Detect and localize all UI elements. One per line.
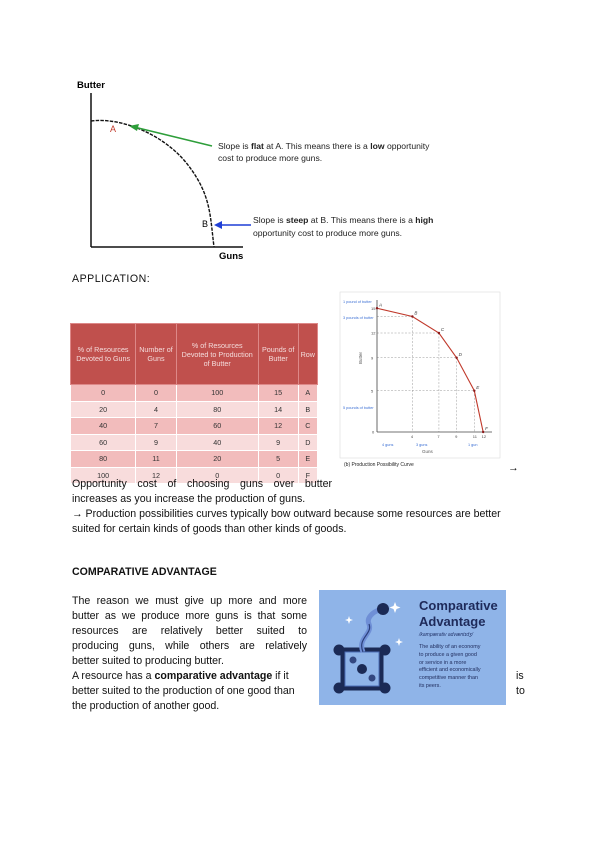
ppc-point-label: D (458, 351, 462, 357)
note-b-line2: opportunity cost to produce more guns. (253, 228, 403, 238)
ca-line: resources are relatively better suited to (72, 625, 307, 637)
ppc-y-axis-label: Butter (358, 351, 363, 364)
ppc-y-tick: 15 (371, 305, 376, 311)
ca-card-body-line: The ability of an economy (419, 644, 481, 650)
ca-card-body-line: its peers. (419, 682, 441, 689)
comparative-advantage-card (319, 590, 506, 705)
table-cell: 0 (258, 467, 298, 484)
ca-card-body (419, 644, 481, 691)
ppc-note: 3 pounds of butter (343, 316, 374, 320)
apple-icon (334, 645, 345, 656)
table-cell: 20 (176, 451, 258, 468)
ca-def-bold: comparative advantage (154, 670, 273, 682)
ca-line: producing guns, while others are relatively (72, 640, 307, 652)
apple-icon (334, 683, 345, 694)
ca-def-pre: A resource has a (72, 670, 155, 682)
ca-illustration (329, 598, 411, 698)
table-row (71, 418, 318, 435)
ppc-y-tick: 12 (371, 330, 376, 336)
ppc-note: 5 pounds of butter (343, 406, 374, 410)
apple-icon (380, 645, 391, 656)
table-cell: E (298, 451, 317, 468)
table-cell: 20 (71, 401, 136, 418)
table-cell: 40 (176, 434, 258, 451)
apple-icon (350, 657, 357, 664)
para1-line1: Opportunity cost of choosing guns over butter (72, 478, 332, 490)
ppc-x-tick: 11 (472, 434, 477, 439)
comparative-heading: COMPARATIVE ADVANTAGE (72, 566, 217, 578)
table-cell: 9 (136, 434, 176, 451)
table-cell: F (298, 467, 317, 484)
col-header: Pounds of Butter (258, 324, 298, 385)
ppc-note: 4 guns (382, 443, 394, 447)
ca-card-body-line: competitive manner than (419, 675, 479, 682)
para2-line1: → Production possibilities curves typically bow outward because some resources are better (72, 508, 501, 520)
para1-line2: increases as you increase the production of guns. (72, 493, 306, 505)
table-cell: 60 (176, 418, 258, 435)
ribbon-icon (362, 610, 379, 652)
ppc-point (482, 431, 484, 433)
note-b-line1: Slope is steep at B. This means there is a high (253, 215, 434, 225)
ppc-point (455, 357, 457, 359)
ca-card-title-2: Advantage (419, 614, 486, 629)
table-row (71, 434, 318, 451)
table-cell: 60 (71, 434, 136, 451)
table-row (71, 401, 318, 418)
ppc-x-tick: 7 (437, 434, 440, 439)
table-cell: 12 (258, 418, 298, 435)
ppc-y-tick: 5 (371, 388, 374, 394)
table-cell: C (298, 418, 317, 435)
table-cell: 100 (176, 385, 258, 402)
ppc-x-tick: 12 (481, 434, 487, 439)
col-header: % of Resources Devoted to Guns (71, 324, 136, 385)
table-row (71, 385, 318, 402)
ppc-point (473, 390, 475, 392)
ppc-note: 1 pound of butter (343, 300, 372, 304)
col-header: % of Resources Devoted to Production of Butter (176, 324, 258, 385)
table-cell: 100 (71, 467, 136, 484)
ppc-point-label: E (476, 384, 480, 390)
ppf-x-label: Guns (219, 251, 244, 262)
ca-card-subtitle: /kampærativ advæntɪdʒ/ (419, 632, 474, 638)
ppc-note: 1 gun (468, 443, 478, 447)
application-heading: APPLICATION: (72, 273, 151, 285)
gear-icon (377, 603, 389, 615)
ppc-caption: (b) Production Possibility Curve (344, 462, 414, 468)
table-cell: 14 (258, 401, 298, 418)
table-cell: 11 (136, 451, 176, 468)
ppc-chart (340, 292, 500, 470)
para2-line2: suited for certain kinds of goods than other kinds of goods. (72, 523, 347, 535)
ca-def-post: if it (272, 670, 289, 682)
table-cell: 80 (71, 451, 136, 468)
sparkle-icon (390, 602, 401, 613)
ppc-y-tick: 9 (371, 355, 374, 361)
table-row (71, 451, 318, 468)
col-header: Row (298, 324, 317, 385)
arrow-a (134, 127, 212, 146)
table-cell: 80 (176, 401, 258, 418)
ppc-point-label: B (414, 310, 418, 316)
ppc-point (376, 307, 378, 309)
table-cell: 0 (136, 385, 176, 402)
ppc-note: 3 guns (416, 443, 428, 447)
ppc-point-label: A (379, 302, 383, 308)
note-a-line2: cost to produce more guns. (218, 153, 323, 163)
sparkle-icon (345, 616, 353, 624)
table-cell: 40 (71, 418, 136, 435)
ppf-point-a: A (110, 124, 117, 134)
table-cell: 4 (136, 401, 176, 418)
ca-card-title-1: Comparative (419, 598, 498, 613)
table-cell: A (298, 385, 317, 402)
ppc-x-tick: 4 (410, 434, 414, 439)
table-cell: B (298, 401, 317, 418)
table-header-row (71, 324, 318, 385)
table-cell: 7 (136, 418, 176, 435)
ppf-diagram (60, 75, 460, 265)
ppf-curve (91, 120, 214, 247)
apple-icon (369, 675, 376, 682)
ca-line: butter as we produce more guns is that some (72, 610, 307, 622)
ppc-point (411, 315, 413, 317)
apple-icon (380, 683, 391, 694)
col-header: Number of Guns (136, 324, 176, 385)
ppc-point-label: F (485, 426, 488, 431)
ppc-x-tick: 9 (455, 434, 458, 439)
resource-table (70, 323, 318, 484)
ppc-y-tick: 0 (372, 429, 375, 435)
ca-line: better suited to the production of one good than (72, 685, 295, 697)
note-a-line1: Slope is flat at A. This means there is a low opportunity (218, 141, 430, 151)
ca-line-tail: to (516, 685, 525, 697)
table-cell: 5 (258, 451, 298, 468)
table-cell: 0 (71, 385, 136, 402)
sparkle-icon (395, 638, 403, 646)
ppf-point-b: B (202, 219, 209, 229)
ca-line: the production of another good. (72, 700, 220, 712)
arrow-b-head (214, 221, 222, 229)
ca-card-body-line: or service in a more (419, 659, 467, 666)
apple-icon (357, 664, 367, 674)
table-cell: 15 (258, 385, 298, 402)
ca-line: The reason we must give up more and more (72, 595, 307, 607)
table-cell: 0 (176, 467, 258, 484)
ppc-x-axis-label: Guns (422, 449, 433, 454)
ppc-point-label: C (440, 327, 445, 332)
ca-card-body-line: to produce a given good (419, 651, 477, 658)
ca-def-tail: is (516, 670, 524, 682)
ca-line: better suited to producing butter. (72, 655, 224, 667)
table-cell: 9 (258, 434, 298, 451)
resource-table-wrap (70, 323, 320, 480)
ppc-point (438, 332, 440, 334)
arrow-glyph: → (508, 462, 519, 474)
ca-card-body-line: efficient and economically (419, 667, 481, 674)
ca-definition-line (72, 669, 289, 684)
ppf-y-label: Butter (77, 80, 105, 91)
table-cell: D (298, 434, 317, 451)
table-cell: 12 (136, 467, 176, 484)
